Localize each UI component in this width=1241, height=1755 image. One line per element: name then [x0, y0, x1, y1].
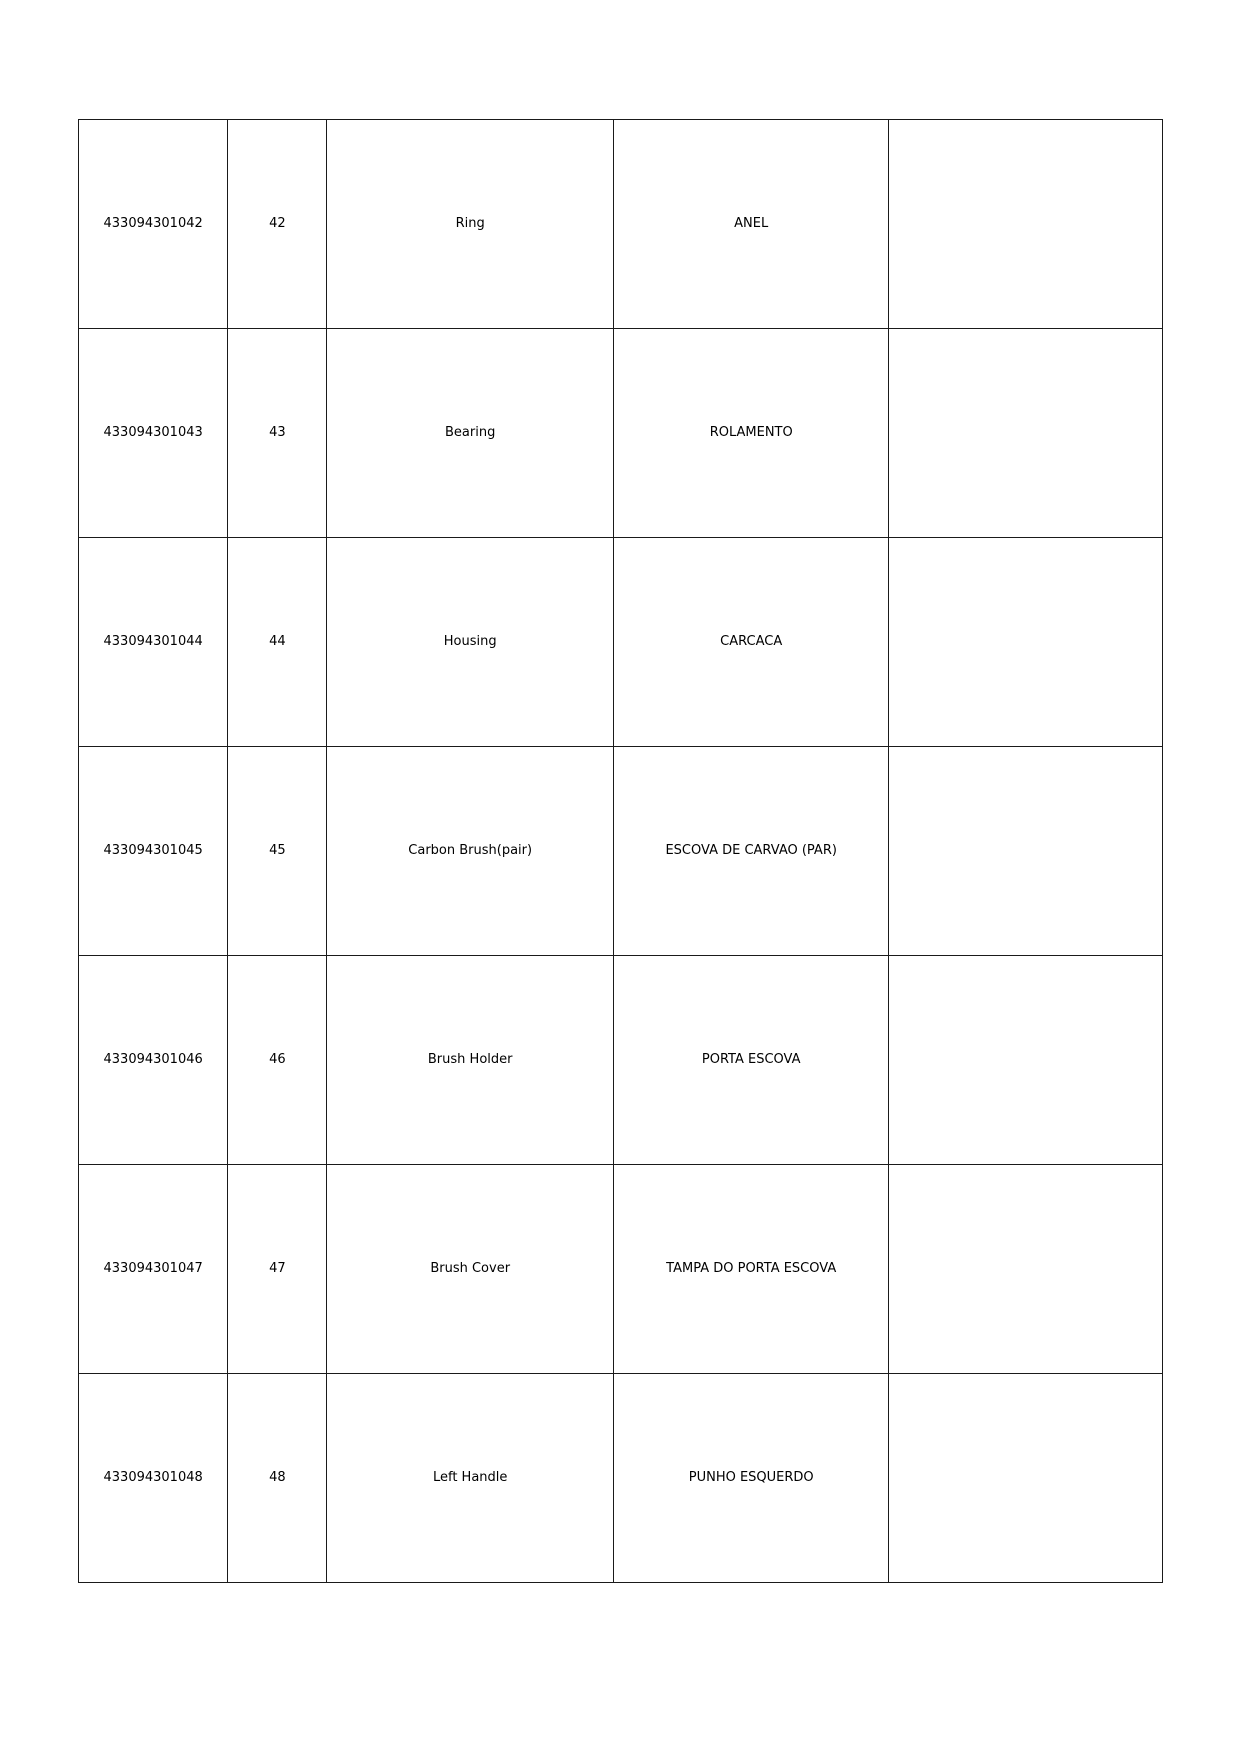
ref-number-cell: 47 [228, 1165, 327, 1374]
part-code-cell: 433094301043 [79, 329, 228, 538]
ref-number-cell: 46 [228, 956, 327, 1165]
empty-cell [889, 1165, 1163, 1374]
table-row [79, 1374, 1163, 1583]
part-name-en-cell: Left Handle [327, 1374, 614, 1583]
part-name-en-cell: Ring [327, 120, 614, 329]
parts-table [78, 119, 1163, 1583]
part-name-pt-cell: ANEL [613, 120, 889, 329]
empty-cell [889, 956, 1163, 1165]
part-name-en-cell: Brush Holder [327, 956, 614, 1165]
part-name-pt-cell: PUNHO ESQUERDO [613, 1374, 889, 1583]
part-name-pt-cell: TAMPA DO PORTA ESCOVA [613, 1165, 889, 1374]
ref-number-cell: 45 [228, 747, 327, 956]
part-name-en-cell: Brush Cover [327, 1165, 614, 1374]
table-row [79, 747, 1163, 956]
table-row [79, 1165, 1163, 1374]
table-row [79, 120, 1163, 329]
table-row [79, 538, 1163, 747]
part-code-cell: 433094301045 [79, 747, 228, 956]
part-name-en-cell: Housing [327, 538, 614, 747]
ref-number-cell: 48 [228, 1374, 327, 1583]
part-name-pt-cell: CARCACA [613, 538, 889, 747]
part-code-cell: 433094301046 [79, 956, 228, 1165]
part-code-cell: 433094301047 [79, 1165, 228, 1374]
empty-cell [889, 120, 1163, 329]
part-code-cell: 433094301048 [79, 1374, 228, 1583]
ref-number-cell: 43 [228, 329, 327, 538]
part-name-pt-cell: PORTA ESCOVA [613, 956, 889, 1165]
ref-number-cell: 44 [228, 538, 327, 747]
part-name-en-cell: Carbon Brush(pair) [327, 747, 614, 956]
table-row [79, 329, 1163, 538]
ref-number-cell: 42 [228, 120, 327, 329]
part-name-pt-cell: ESCOVA DE CARVAO (PAR) [613, 747, 889, 956]
part-code-cell: 433094301044 [79, 538, 228, 747]
empty-cell [889, 747, 1163, 956]
empty-cell [889, 329, 1163, 538]
empty-cell [889, 1374, 1163, 1583]
part-name-en-cell: Bearing [327, 329, 614, 538]
empty-cell [889, 538, 1163, 747]
table-row [79, 956, 1163, 1165]
part-name-pt-cell: ROLAMENTO [613, 329, 889, 538]
part-code-cell: 433094301042 [79, 120, 228, 329]
